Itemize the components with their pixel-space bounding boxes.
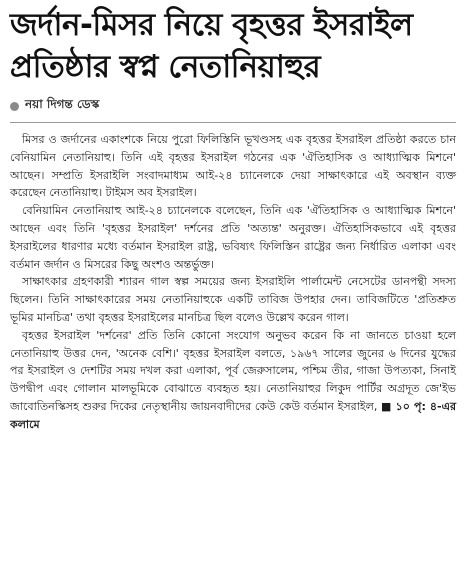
article-body xyxy=(10,131,456,434)
divider xyxy=(10,122,456,123)
paragraph-4 xyxy=(10,327,456,434)
paragraph-3: সাক্ষাৎকার গ্রহণকারী শ্যারন গাল স্বল্প সময়ের জন্য ইসরাইলি পার্লামেন্ট নেসেটের ডানপন্থী সদস্য ছিলেন। তিনি সাক্ষাৎকারের সময় নেতানিয়াহুকে একটি তাবিজ উপহার দেন। তাবিজটিতে 'প্রতিশ্রুত ভূমির মানচিত্র' তথা বৃহত্তর ইসরাইলের মানচিত্র ছিল বলেও উল্লেখ করেন গাল। xyxy=(10,275,456,324)
paragraph-2: বেনিয়ামিন নেতানিয়াহু আই-২৪ চ্যানেলকে বলেছেন, তিনি এক 'ঐতিহাসিক ও আধ্যাত্মিক মিশনে' আছেন এবং তিনি 'বৃহত্তর ইসরাইল' দর্শনের প্রতি 'অত্যন্ত' অনুরক্ত। ঐতিহাসিকভাবে এই বৃহত্তর ইসরাইলের ধারণার মধ্যে বর্তমান ইসরাইল রাষ্ট্র, ভবিষ্যৎ ফিলিস্তিন রাষ্ট্রের জন্য নির্ধারিত এলাকা এবং বর্তমান জর্দান ও মিসরের কিছু অংশও অন্তর্ভুক্ত। xyxy=(10,204,456,271)
byline-text: নয়া দিগন্ত ডেস্ক xyxy=(25,97,100,111)
paragraph-4-text: বৃহত্তর ইসরাইল 'দর্শনের' প্রতি তিনি কোনো সংযোগ অনুভব করেন কি না জানতে চাওয়া হলে নেতানিয়াহু উত্তর দেন, 'অনেক বেশি।' বৃহত্তর ইসরাইল বলতে, ১৯৬৭ সালের জুনের ৬ দিনের যুদ্ধের পর ইসরাইল ও দেশটির সময় দখল করা এলাকা, পূর্ব জেরুসালেম, পশ্চিম তীর, গাজা উপত্যকা, সিনাই উপদ্বীপ এবং গোলান মালভূমিকে বোঝাতে ব্যবহৃত হয়। নেতানিয়াহুর লিকুদ পার্টির অগ্রদূত জে'ইভ জাবোতিনস্কিসহ শুরুর দিকের নেতৃস্থানীয় জায়নবাদীদের কেউ কেউ বর্তমান ইসরাইল, xyxy=(10,328,456,413)
byline xyxy=(10,96,456,116)
headline-line-1: জর্দান-মিসর নিয়ে বৃহত্তর ইসরাইল xyxy=(10,7,413,43)
bullet-icon xyxy=(10,102,19,111)
paragraph-1: মিসর ও জর্দানের একাংশকে নিয়ে পুরো ফিলিস্তিনি ভূখণ্ডসহ এক বৃহত্তর ইসরাইল প্রতিষ্ঠা করতে চান বেনিয়ামিন নেতানিয়াহু। তিনি এই বৃহত্তর ইসরাইল গঠনের এক 'ঐতিহাসিক ও আধ্যাত্মিক মিশনে' আছেন। সম্প্রতি ইসরাইলি সংবাদমাধ্যম আই-২৪ চ্যানেলকে দেয়া সাক্ষাৎকারে এই অবস্থান ব্যক্ত করেছেন নেতানিয়াহু। টাইমস অব ইসরাইল। xyxy=(10,133,456,200)
headline-line-2: প্রতিষ্ঠার স্বপ্ন নেতানিয়াহুর xyxy=(10,49,321,85)
headline xyxy=(10,4,456,88)
continuation-note: ■ ১০ পৃ: ৪-এর কলামে xyxy=(10,399,456,431)
